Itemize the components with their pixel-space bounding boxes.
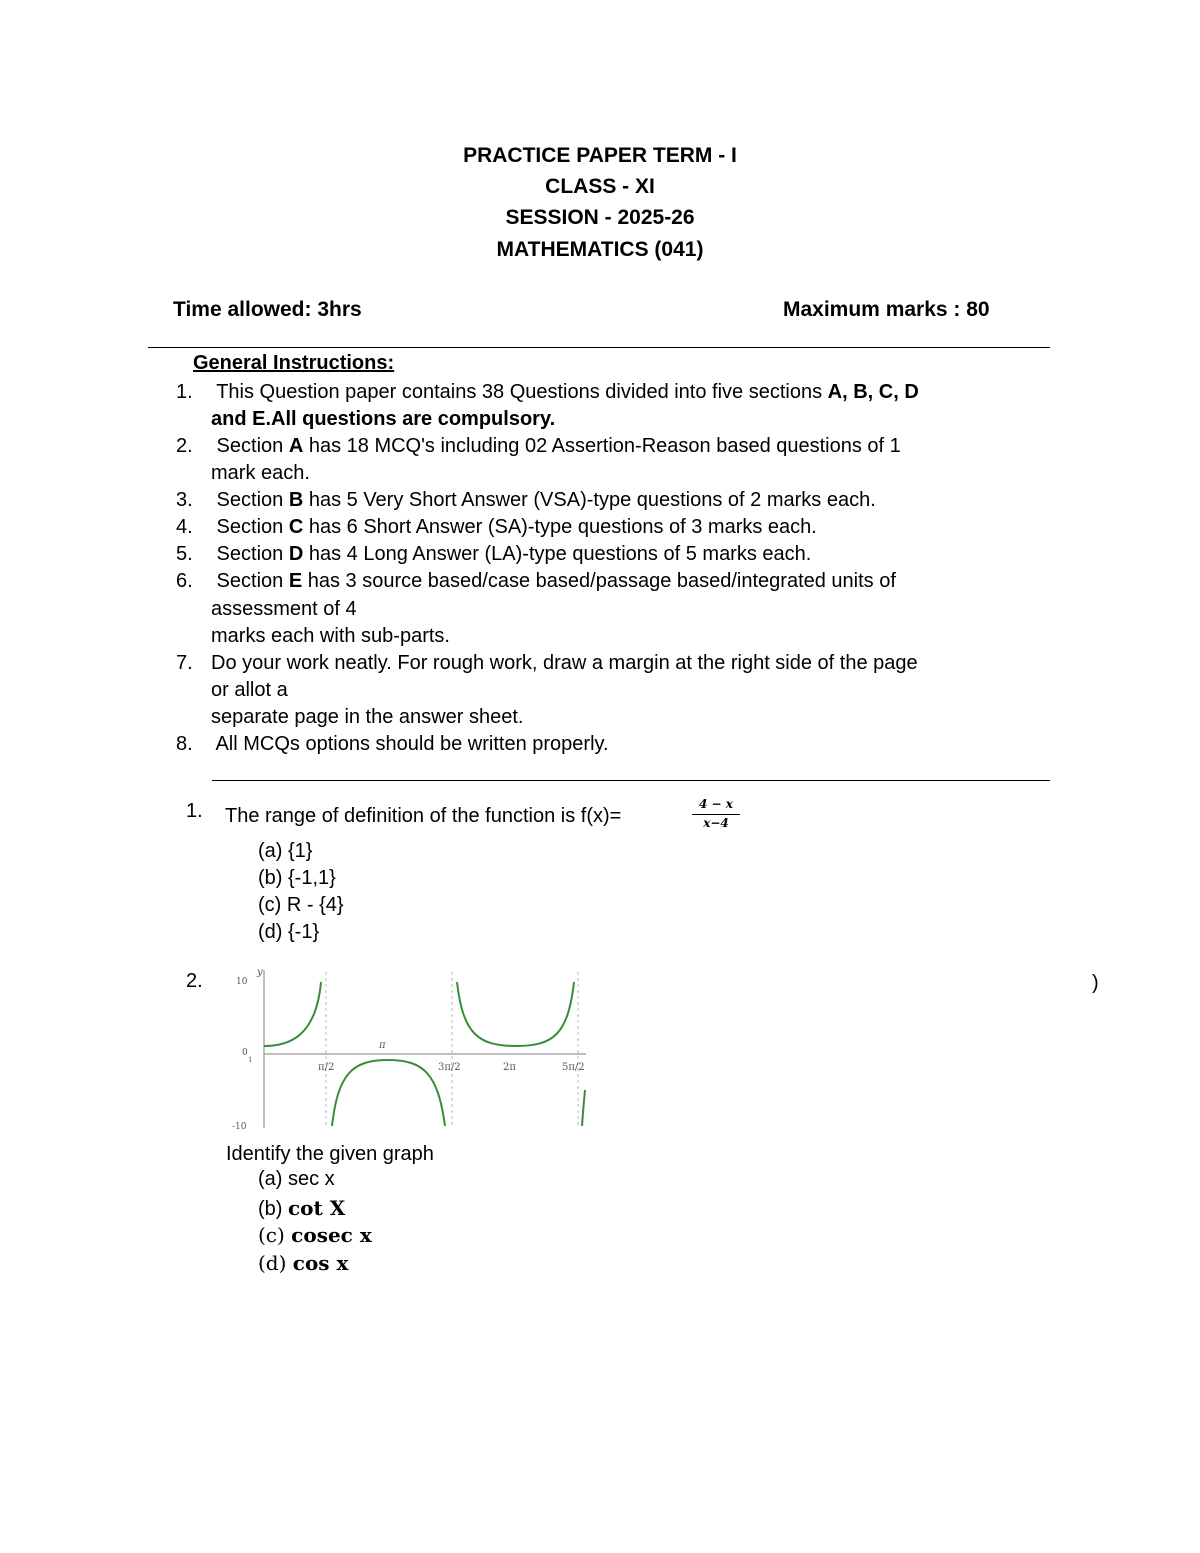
option-label: (a) [258,1168,288,1190]
session-line: SESSION - 2025-26 [505,206,695,229]
option-value: cot X [288,1196,346,1220]
instruction-8: All MCQs options should be written properly. [211,733,609,755]
instruction-text: has 6 Short Answer (SA)-type questions of 3 marks each. [303,516,817,538]
instruction-number: 3. [176,489,193,511]
section-letter: B [288,489,304,511]
instruction-2-line2: mark each. [211,462,310,484]
option-label: (b) [258,1198,288,1220]
tick-y-10: 10 [236,977,248,987]
instruction-number: 6. [176,570,193,592]
section-letter: C [288,516,304,538]
option-value: cosec x [291,1223,372,1247]
instruction-number: 4. [176,516,193,538]
instruction-number: 2. [176,435,193,457]
q1-option-c: (c) R - {4} [258,894,344,916]
tick-5pi-over-2: 5π/2 [562,1062,585,1073]
section-letter: D [288,543,304,565]
q1-option-b: (b) {-1,1} [258,867,336,889]
option-value: sec x [288,1168,335,1190]
option-value: cos x [292,1251,349,1275]
instruction-5 [211,541,811,567]
instruction-3 [211,487,876,513]
instruction-text: Section [211,435,289,457]
instruction-6-line3: marks each with sub-parts. [211,625,450,647]
stray-paren: ) [1092,972,1099,994]
instruction-1 [211,379,919,405]
q2-option-c [258,1223,372,1247]
cosec-graph [228,966,590,1132]
instruction-4 [211,514,817,540]
curve-branch-4 [582,1090,585,1126]
maximum-marks: Maximum marks : 80 [783,298,990,321]
q1-option-d: (d) {-1} [258,921,320,943]
instruction-7-line2: or allot a [211,679,288,701]
instruction-1-sections: A, B, C, D [827,381,919,403]
instruction-text: Section [211,543,289,565]
tick-y-neg10: -10 [232,1122,247,1132]
fraction-bar [692,814,740,815]
q1-option-a: (a) {1} [258,840,313,862]
tick-y-0: 0 [242,1048,248,1058]
question-1-text: The range of definition of the function is f(x)= [225,805,622,827]
instruction-text: Section [211,489,289,511]
instruction-number: 1. [176,381,193,403]
q2-option-d [258,1251,348,1275]
instruction-text: Section [211,516,289,538]
option-label: (d) [258,1251,293,1275]
instruction-text: has 4 Long Answer (LA)-type questions of 5 marks each. [303,543,812,565]
q2-option-a [258,1168,335,1191]
curve-branch-3 [457,982,574,1046]
curve-branch-1 [264,982,321,1046]
instruction-7: Do your work neatly. For rough work, draw a margin at the right side of the page [211,652,918,674]
fraction-numerator: 4 − x [699,797,733,811]
instruction-number: 5. [176,543,193,565]
instruction-1-text: This Question paper contains 38 Questions divided into five sections [211,381,828,403]
instruction-7-line3: separate page in the answer sheet. [211,706,524,728]
tick-y-1: 1 [248,1056,253,1064]
fraction-denominator: x−4 [703,816,729,830]
instructions-divider [212,780,1050,781]
instruction-6 [211,568,896,594]
q2-option-b [258,1196,345,1221]
question-1-number: 1. [186,800,203,822]
x-axis-label: π [379,1040,386,1051]
option-label: (c) [258,1223,292,1247]
tick-2pi: 2π [503,1062,516,1073]
tick-3pi-over-2: 3π/2 [438,1062,461,1073]
instruction-number: 8. [176,733,193,755]
instruction-number: 7. [176,652,193,674]
instruction-text: Section [211,570,289,592]
instruction-text: has 18 MCQ's including 02 Assertion-Reason based questions of 1 [303,435,901,457]
tick-pi-over-2: π/2 [318,1062,335,1073]
instruction-6-line2: assessment of 4 [211,598,357,620]
class-line: CLASS - XI [545,175,655,198]
instructions-title: General Instructions: [193,352,395,374]
paper-title: PRACTICE PAPER TERM - I [463,144,737,167]
section-letter: E [288,570,303,592]
instruction-2 [211,433,901,459]
time-allowed: Time allowed: 3hrs [173,298,362,321]
y-axis-label: y [257,967,263,978]
question-2-text: Identify the given graph [226,1143,434,1165]
question-2-number: 2. [186,970,203,992]
instruction-1-line2: and E.All questions are compulsory. [211,408,556,430]
instruction-text: has 5 Very Short Answer (VSA)-type questions of 2 marks each. [303,489,876,511]
top-divider [148,347,1050,348]
subject-line: MATHEMATICS (041) [496,238,704,261]
instruction-text: has 3 source based/case based/passage based/integrated units of [302,570,896,592]
section-letter: A [288,435,304,457]
curve-branch-2 [332,1060,445,1126]
